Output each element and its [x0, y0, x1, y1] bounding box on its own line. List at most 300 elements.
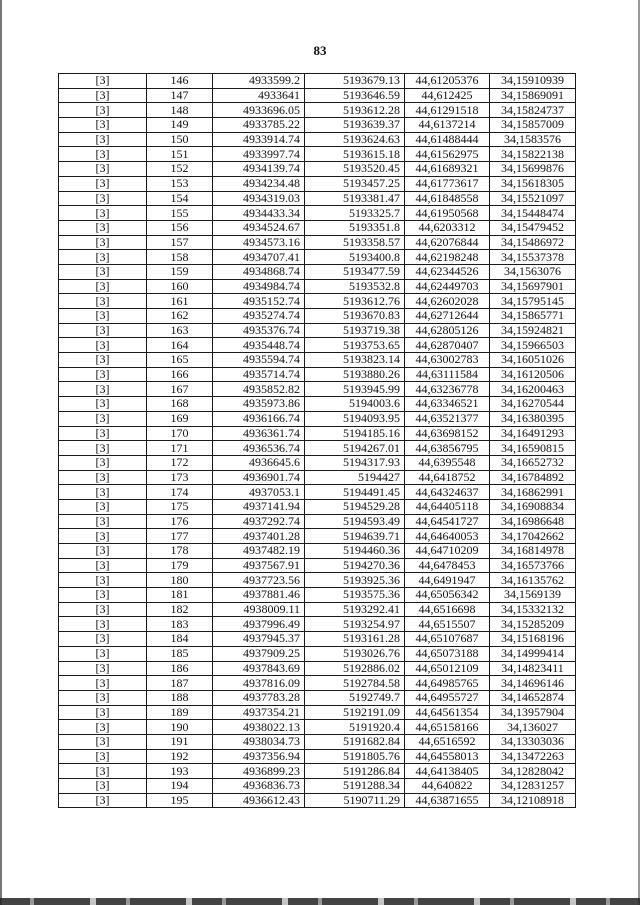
cell-longitude: 34,15966503 [490, 338, 576, 353]
table-row [59, 220, 576, 235]
cell-x-coordinate: 4937567.91 [213, 558, 305, 573]
cell-longitude: 34,15332132 [490, 602, 576, 617]
cell-y-coordinate: 5192749.7 [305, 690, 405, 705]
table-row [59, 499, 576, 514]
cell-y-coordinate: 5194593.49 [305, 514, 405, 529]
cell-latitude: 44,61562975 [405, 147, 490, 162]
cell-longitude: 34,16652732 [490, 455, 576, 470]
cell-longitude: 34,15869091 [490, 88, 576, 103]
cell-point-number: 189 [147, 705, 213, 720]
cell-x-coordinate: 4935973.86 [213, 397, 305, 412]
cell-y-coordinate: 5194185.16 [305, 426, 405, 441]
cell-longitude: 34,136027 [490, 720, 576, 735]
table-row [59, 690, 576, 705]
table-row [59, 294, 576, 309]
cell-x-coordinate: 4935448.74 [213, 338, 305, 353]
table-row [59, 338, 576, 353]
table-row [59, 529, 576, 544]
cell-point-number: 187 [147, 676, 213, 691]
table-row [59, 353, 576, 368]
cell-x-coordinate: 4934433.34 [213, 206, 305, 221]
cell-point-number: 186 [147, 661, 213, 676]
cell-point-number: 151 [147, 147, 213, 162]
cell-y-coordinate: 5191920.4 [305, 720, 405, 735]
cell-x-coordinate: 4934984.74 [213, 279, 305, 294]
cell-y-coordinate: 5194093.95 [305, 411, 405, 426]
cell-reference: [3] [59, 382, 147, 397]
cell-x-coordinate: 4936645.6 [213, 455, 305, 470]
cell-longitude: 34,16135762 [490, 573, 576, 588]
cell-reference: [3] [59, 558, 147, 573]
cell-reference: [3] [59, 191, 147, 206]
cell-latitude: 44,63236778 [405, 382, 490, 397]
table-row [59, 779, 576, 794]
cell-y-coordinate: 5193325.7 [305, 206, 405, 221]
cell-longitude: 34,16784892 [490, 470, 576, 485]
cell-reference: [3] [59, 206, 147, 221]
cell-longitude: 34,1583576 [490, 132, 576, 147]
cell-reference: [3] [59, 764, 147, 779]
cell-y-coordinate: 5194270.36 [305, 558, 405, 573]
cell-y-coordinate: 5191286.84 [305, 764, 405, 779]
cell-reference: [3] [59, 779, 147, 794]
cell-y-coordinate: 5193880.26 [305, 367, 405, 382]
cell-y-coordinate: 5193161.28 [305, 632, 405, 647]
table-row [59, 323, 576, 338]
cell-point-number: 164 [147, 338, 213, 353]
cell-latitude: 44,62712644 [405, 309, 490, 324]
cell-longitude: 34,16051026 [490, 353, 576, 368]
cell-longitude: 34,15824737 [490, 103, 576, 118]
cell-point-number: 188 [147, 690, 213, 705]
cell-latitude: 44,64640053 [405, 529, 490, 544]
cell-latitude: 44,61205376 [405, 74, 490, 89]
cell-longitude: 34,14696146 [490, 676, 576, 691]
cell-longitude: 34,15479452 [490, 220, 576, 235]
cell-longitude: 34,15486972 [490, 235, 576, 250]
cell-longitude: 34,1569139 [490, 588, 576, 603]
cell-latitude: 44,63111584 [405, 367, 490, 382]
cell-x-coordinate: 4937996.49 [213, 617, 305, 632]
cell-y-coordinate: 5193639.37 [305, 118, 405, 133]
cell-point-number: 177 [147, 529, 213, 544]
table-row [59, 250, 576, 265]
cell-point-number: 146 [147, 74, 213, 89]
cell-point-number: 162 [147, 309, 213, 324]
table-row [59, 705, 576, 720]
cell-longitude: 34,16814978 [490, 544, 576, 559]
cell-reference: [3] [59, 176, 147, 191]
table-row [59, 147, 576, 162]
cell-reference: [3] [59, 529, 147, 544]
cell-x-coordinate: 4937482.19 [213, 544, 305, 559]
cell-point-number: 182 [147, 602, 213, 617]
cell-longitude: 34,12831257 [490, 779, 576, 794]
cell-y-coordinate: 5193823.14 [305, 353, 405, 368]
cell-reference: [3] [59, 220, 147, 235]
table-row [59, 74, 576, 89]
cell-y-coordinate: 5193532.8 [305, 279, 405, 294]
table-row [59, 411, 576, 426]
table-row [59, 132, 576, 147]
table-row [59, 602, 576, 617]
cell-x-coordinate: 4934707.41 [213, 250, 305, 265]
cell-x-coordinate: 4937909.25 [213, 646, 305, 661]
cell-longitude: 34,12828042 [490, 764, 576, 779]
coordinates-table [58, 73, 576, 808]
table-row [59, 162, 576, 177]
cell-reference: [3] [59, 411, 147, 426]
cell-longitude: 34,15697901 [490, 279, 576, 294]
cell-y-coordinate: 5193612.28 [305, 103, 405, 118]
cell-longitude: 34,15168196 [490, 632, 576, 647]
cell-longitude: 34,15699876 [490, 162, 576, 177]
table-row [59, 264, 576, 279]
cell-reference: [3] [59, 573, 147, 588]
cell-y-coordinate: 5193351.8 [305, 220, 405, 235]
table-row [59, 382, 576, 397]
cell-reference: [3] [59, 602, 147, 617]
cell-longitude: 34,14999414 [490, 646, 576, 661]
cell-point-number: 171 [147, 441, 213, 456]
cell-longitude: 34,16200463 [490, 382, 576, 397]
cell-reference: [3] [59, 705, 147, 720]
table-row [59, 441, 576, 456]
table-row [59, 617, 576, 632]
table-row [59, 632, 576, 647]
table-row [59, 485, 576, 500]
cell-x-coordinate: 4936836.73 [213, 779, 305, 794]
cell-x-coordinate: 4936612.43 [213, 793, 305, 808]
cell-point-number: 157 [147, 235, 213, 250]
cell-x-coordinate: 4937945.37 [213, 632, 305, 647]
cell-latitude: 44,64561354 [405, 705, 490, 720]
cell-y-coordinate: 5193477.59 [305, 264, 405, 279]
cell-point-number: 179 [147, 558, 213, 573]
cell-latitude: 44,6478453 [405, 558, 490, 573]
cell-reference: [3] [59, 514, 147, 529]
page-number: 83 [313, 43, 327, 58]
cell-latitude: 44,65073188 [405, 646, 490, 661]
cell-longitude: 34,15448474 [490, 206, 576, 221]
cell-point-number: 160 [147, 279, 213, 294]
cell-y-coordinate: 5194491.45 [305, 485, 405, 500]
cell-y-coordinate: 5192886.02 [305, 661, 405, 676]
cell-reference: [3] [59, 455, 147, 470]
table-row [59, 279, 576, 294]
cell-point-number: 152 [147, 162, 213, 177]
cell-x-coordinate: 4934139.74 [213, 162, 305, 177]
cell-latitude: 44,61773617 [405, 176, 490, 191]
cell-reference: [3] [59, 734, 147, 749]
cell-point-number: 149 [147, 118, 213, 133]
cell-reference: [3] [59, 793, 147, 808]
cell-latitude: 44,65012109 [405, 661, 490, 676]
cell-y-coordinate: 5191805.76 [305, 749, 405, 764]
table-row [59, 206, 576, 221]
cell-latitude: 44,64710209 [405, 544, 490, 559]
cell-x-coordinate: 4936901.74 [213, 470, 305, 485]
cell-latitude: 44,64405118 [405, 499, 490, 514]
cell-latitude: 44,63871655 [405, 793, 490, 808]
cell-x-coordinate: 4935376.74 [213, 323, 305, 338]
cell-x-coordinate: 4937843.69 [213, 661, 305, 676]
cell-point-number: 191 [147, 734, 213, 749]
cell-latitude: 44,64955727 [405, 690, 490, 705]
cell-reference: [3] [59, 544, 147, 559]
cell-x-coordinate: 4937141.94 [213, 499, 305, 514]
cell-point-number: 190 [147, 720, 213, 735]
cell-latitude: 44,6516592 [405, 734, 490, 749]
cell-reference: [3] [59, 499, 147, 514]
cell-x-coordinate: 4938022.13 [213, 720, 305, 735]
cell-y-coordinate: 5193457.25 [305, 176, 405, 191]
cell-y-coordinate: 5193026.76 [305, 646, 405, 661]
cell-y-coordinate: 5193945.99 [305, 382, 405, 397]
table-row [59, 88, 576, 103]
cell-x-coordinate: 4937816.09 [213, 676, 305, 691]
cell-reference: [3] [59, 367, 147, 382]
cell-latitude: 44,61488444 [405, 132, 490, 147]
cell-reference: [3] [59, 397, 147, 412]
cell-latitude: 44,64138405 [405, 764, 490, 779]
cell-latitude: 44,6516698 [405, 602, 490, 617]
cell-longitude: 34,16120506 [490, 367, 576, 382]
cell-reference: [3] [59, 588, 147, 603]
cell-point-number: 168 [147, 397, 213, 412]
table-row [59, 793, 576, 808]
cell-latitude: 44,63698152 [405, 426, 490, 441]
cell-latitude: 44,6515507 [405, 617, 490, 632]
cell-point-number: 176 [147, 514, 213, 529]
table-row [59, 720, 576, 735]
table-row [59, 573, 576, 588]
cell-x-coordinate: 4936361.74 [213, 426, 305, 441]
cell-point-number: 161 [147, 294, 213, 309]
table-row [59, 191, 576, 206]
cell-x-coordinate: 4934524.67 [213, 220, 305, 235]
cell-longitude: 34,16862991 [490, 485, 576, 500]
cell-y-coordinate: 5194639.71 [305, 529, 405, 544]
cell-latitude: 44,65107687 [405, 632, 490, 647]
cell-reference: [3] [59, 690, 147, 705]
cell-y-coordinate: 5194427 [305, 470, 405, 485]
cell-y-coordinate: 5193358.57 [305, 235, 405, 250]
cell-y-coordinate: 5191682.84 [305, 734, 405, 749]
cell-latitude: 44,63002783 [405, 353, 490, 368]
cell-y-coordinate: 5194267.01 [305, 441, 405, 456]
cell-longitude: 34,16573766 [490, 558, 576, 573]
cell-x-coordinate: 4933997.74 [213, 147, 305, 162]
cell-reference: [3] [59, 353, 147, 368]
cell-point-number: 192 [147, 749, 213, 764]
cell-latitude: 44,62870407 [405, 338, 490, 353]
cell-longitude: 34,13303036 [490, 734, 576, 749]
cell-point-number: 163 [147, 323, 213, 338]
cell-point-number: 166 [147, 367, 213, 382]
cell-latitude: 44,65158166 [405, 720, 490, 735]
cell-latitude: 44,63346521 [405, 397, 490, 412]
cell-reference: [3] [59, 338, 147, 353]
cell-reference: [3] [59, 441, 147, 456]
cell-x-coordinate: 4935274.74 [213, 309, 305, 324]
cell-latitude: 44,6137214 [405, 118, 490, 133]
cell-longitude: 34,14823411 [490, 661, 576, 676]
cell-reference: [3] [59, 676, 147, 691]
cell-longitude: 34,13957904 [490, 705, 576, 720]
table-row [59, 661, 576, 676]
cell-latitude: 44,64985765 [405, 676, 490, 691]
cell-x-coordinate: 4935714.74 [213, 367, 305, 382]
table-row [59, 749, 576, 764]
cell-point-number: 178 [147, 544, 213, 559]
cell-point-number: 153 [147, 176, 213, 191]
cell-y-coordinate: 5194529.28 [305, 499, 405, 514]
table-row [59, 397, 576, 412]
table-row [59, 734, 576, 749]
cell-longitude: 34,15822138 [490, 147, 576, 162]
cell-x-coordinate: 4933641 [213, 88, 305, 103]
cell-reference: [3] [59, 632, 147, 647]
cell-x-coordinate: 4938034.73 [213, 734, 305, 749]
table-row [59, 367, 576, 382]
cell-longitude: 34,12108918 [490, 793, 576, 808]
cell-point-number: 148 [147, 103, 213, 118]
cell-x-coordinate: 4933599.2 [213, 74, 305, 89]
cell-longitude: 34,15618305 [490, 176, 576, 191]
cell-point-number: 147 [147, 88, 213, 103]
cell-y-coordinate: 5193575.36 [305, 588, 405, 603]
cell-point-number: 158 [147, 250, 213, 265]
cell-y-coordinate: 5193679.13 [305, 74, 405, 89]
cell-point-number: 195 [147, 793, 213, 808]
table-row [59, 544, 576, 559]
cell-reference: [3] [59, 74, 147, 89]
table-row [59, 588, 576, 603]
cell-reference: [3] [59, 103, 147, 118]
table-row [59, 309, 576, 324]
cell-y-coordinate: 5193400.8 [305, 250, 405, 265]
cell-point-number: 185 [147, 646, 213, 661]
cell-x-coordinate: 4937053.1 [213, 485, 305, 500]
cell-longitude: 34,16270544 [490, 397, 576, 412]
cell-longitude: 34,16908834 [490, 499, 576, 514]
cell-y-coordinate: 5194317.93 [305, 455, 405, 470]
cell-reference: [3] [59, 646, 147, 661]
cell-latitude: 44,62449703 [405, 279, 490, 294]
cell-x-coordinate: 4937292.74 [213, 514, 305, 529]
cell-longitude: 34,16380395 [490, 411, 576, 426]
cell-reference: [3] [59, 147, 147, 162]
cell-latitude: 44,64324637 [405, 485, 490, 500]
table-row [59, 470, 576, 485]
cell-reference: [3] [59, 426, 147, 441]
cell-x-coordinate: 4937356.94 [213, 749, 305, 764]
cell-x-coordinate: 4934234.48 [213, 176, 305, 191]
cell-point-number: 155 [147, 206, 213, 221]
cell-latitude: 44,6491947 [405, 573, 490, 588]
cell-y-coordinate: 5191288.34 [305, 779, 405, 794]
cell-x-coordinate: 4935594.74 [213, 353, 305, 368]
cell-latitude: 44,64558013 [405, 749, 490, 764]
cell-reference: [3] [59, 264, 147, 279]
cell-y-coordinate: 5193925.36 [305, 573, 405, 588]
cell-longitude: 34,1563076 [490, 264, 576, 279]
cell-latitude: 44,61848558 [405, 191, 490, 206]
table-row [59, 646, 576, 661]
cell-reference: [3] [59, 485, 147, 500]
cell-point-number: 194 [147, 779, 213, 794]
cell-y-coordinate: 5193520.45 [305, 162, 405, 177]
cell-longitude: 34,16491293 [490, 426, 576, 441]
cell-point-number: 159 [147, 264, 213, 279]
cell-latitude: 44,62344526 [405, 264, 490, 279]
cell-longitude: 34,16986648 [490, 514, 576, 529]
cell-reference: [3] [59, 661, 147, 676]
cell-y-coordinate: 5194003.6 [305, 397, 405, 412]
cell-point-number: 167 [147, 382, 213, 397]
cell-y-coordinate: 5193719.38 [305, 323, 405, 338]
cell-x-coordinate: 4933696.05 [213, 103, 305, 118]
cell-latitude: 44,640822 [405, 779, 490, 794]
cell-y-coordinate: 5193624.63 [305, 132, 405, 147]
cell-point-number: 180 [147, 573, 213, 588]
cell-longitude: 34,15537378 [490, 250, 576, 265]
cell-point-number: 154 [147, 191, 213, 206]
cell-reference: [3] [59, 235, 147, 250]
cell-point-number: 175 [147, 499, 213, 514]
cell-reference: [3] [59, 132, 147, 147]
cell-x-coordinate: 4933914.74 [213, 132, 305, 147]
cell-latitude: 44,63856795 [405, 441, 490, 456]
cell-y-coordinate: 5192191.09 [305, 705, 405, 720]
cell-y-coordinate: 5192784.58 [305, 676, 405, 691]
cell-latitude: 44,61291518 [405, 103, 490, 118]
cell-point-number: 165 [147, 353, 213, 368]
table-body [59, 74, 576, 808]
cell-y-coordinate: 5190711.29 [305, 793, 405, 808]
cell-y-coordinate: 5194460.36 [305, 544, 405, 559]
cell-point-number: 173 [147, 470, 213, 485]
cell-y-coordinate: 5193254.97 [305, 617, 405, 632]
cell-reference: [3] [59, 162, 147, 177]
table-row [59, 103, 576, 118]
cell-x-coordinate: 4934319.03 [213, 191, 305, 206]
cell-reference: [3] [59, 470, 147, 485]
cell-reference: [3] [59, 250, 147, 265]
cell-reference: [3] [59, 294, 147, 309]
cell-x-coordinate: 4933785.22 [213, 118, 305, 133]
table-row [59, 235, 576, 250]
cell-point-number: 172 [147, 455, 213, 470]
cell-x-coordinate: 4934868.74 [213, 264, 305, 279]
cell-reference: [3] [59, 88, 147, 103]
cell-latitude: 44,62198248 [405, 250, 490, 265]
cell-longitude: 34,15924821 [490, 323, 576, 338]
cell-longitude: 34,15285209 [490, 617, 576, 632]
cell-point-number: 181 [147, 588, 213, 603]
cell-longitude: 34,16590815 [490, 441, 576, 456]
cell-point-number: 174 [147, 485, 213, 500]
cell-longitude: 34,15795145 [490, 294, 576, 309]
table-row [59, 514, 576, 529]
cell-latitude: 44,64541727 [405, 514, 490, 529]
cell-latitude: 44,6203312 [405, 220, 490, 235]
cell-longitude: 34,13472263 [490, 749, 576, 764]
cell-reference: [3] [59, 279, 147, 294]
cell-y-coordinate: 5193292.41 [305, 602, 405, 617]
cell-longitude: 34,15857009 [490, 118, 576, 133]
